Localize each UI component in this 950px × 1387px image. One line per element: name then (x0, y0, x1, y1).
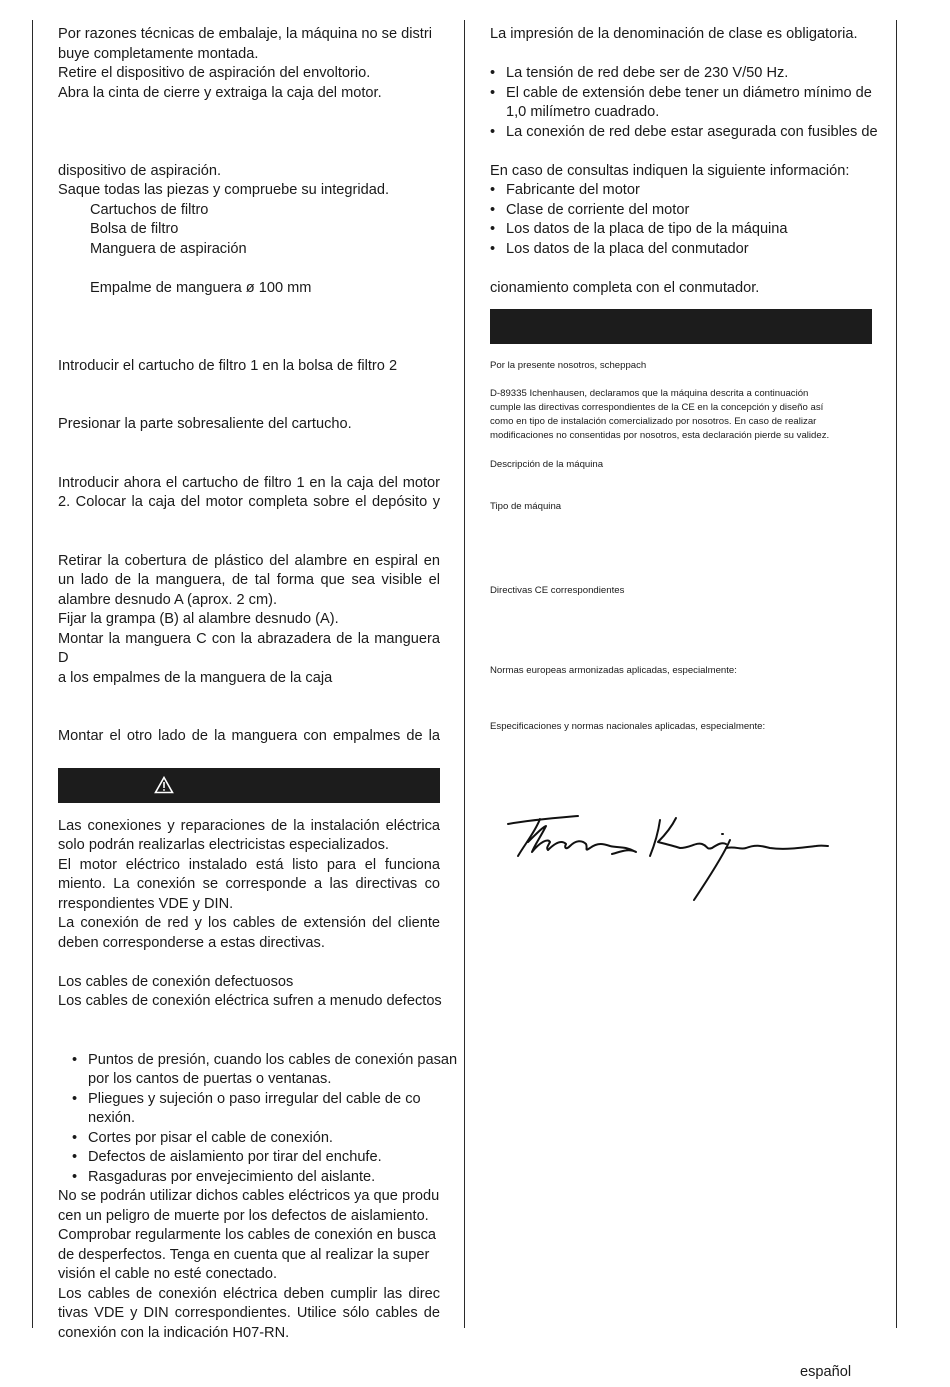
center-rule (464, 20, 465, 1328)
right-column (490, 25, 878, 734)
text-line: La conexión de red y los cables de extensión del cliente (58, 915, 440, 931)
left-column (58, 25, 458, 1343)
assembly-step-2: Presionar la parte sobresaliente del cartucho. (58, 416, 352, 432)
assembly-step-4: Fijar la grampa (B) al alambre desnudo (A). (58, 611, 339, 627)
text-line: rrespondientes VDE y DIN. (58, 895, 234, 912)
left-margin-rule (32, 20, 33, 1328)
text-line: Los cables de conexión defectuosos (58, 973, 294, 990)
text-line: deben corresponderse a estas directivas. (58, 934, 325, 951)
part-item: Empalme de manguera ø 100 mm (90, 279, 312, 296)
text-line: cionamiento completa con el conmutador. (490, 279, 760, 296)
text-line: Los cables de conexión eléctrica sufren a menudo defectos (58, 993, 442, 1009)
footer-language-label: español (800, 1364, 852, 1380)
declaration-header-bar (490, 309, 872, 344)
assembly-step-4: a los empalmes de la manguera de la caja (58, 669, 333, 686)
warning-icon (154, 776, 174, 794)
text-line: La impresión de la denominación de clase es obligatoria. (490, 26, 858, 42)
declaration-body-line: cumple las directivas correspondientes de la CE en la concepción y diseño así (490, 402, 824, 413)
text-line: No se podrán utilizar dichos cables eléctricos ya que produ (58, 1188, 440, 1204)
text-line: cen un peligro de muerte por los defectos de aislamiento. (58, 1207, 429, 1224)
text-line: Retire el dispositivo de aspiración del envoltorio. (58, 65, 371, 81)
text-line: buye completamente montada. (58, 45, 259, 62)
text-line: tivas VDE y DIN correspondientes. Utilice sólo cables de (58, 1305, 440, 1321)
text-line: conexión con la indicación H07-RN. (58, 1324, 290, 1341)
national-specs-label: Especificaciones y normas nacionales aplicadas, especialmente: (490, 721, 766, 732)
info-bullet: • Los datos de la placa de tipo de la máquina (490, 220, 872, 240)
declaration-body-line: D-89335 Ichenhausen, declaramos que la máquina descrita a continuación (490, 388, 809, 399)
text-line: de desperfectos. Tenga en cuenta que al realizar la super (58, 1246, 430, 1263)
text-line: Los cables de conexión eléctrica deben cumplir las direc (58, 1285, 440, 1302)
machine-description-label: Descripción de la máquina (490, 459, 604, 470)
defect-bullet: • Rasgaduras por envejecimiento del aislante. (72, 1168, 440, 1188)
declaration-of-conformity (490, 359, 872, 734)
info-bullet: • Fabricante del motor (490, 181, 872, 201)
info-bullet: • Los datos de la placa del conmutador (490, 240, 872, 260)
defect-bullet: • Defectos de aislamiento por tirar del enchufe. (72, 1148, 440, 1168)
defect-bullet: • Cortes por pisar el cable de conexión. (72, 1129, 440, 1149)
text-line: dispositivo de aspiración. (58, 162, 222, 179)
assembly-step-4: Retirar la cobertura de plástico del alambre en espiral en (58, 552, 440, 569)
info-bullet: • Clase de corriente del motor (490, 201, 872, 221)
declaration-body-line: modificaciones no consentidas por nosotros, esta declaración pierde su validez. (490, 430, 830, 441)
text-line: Abra la cinta de cierre y extraiga la caja del motor. (58, 84, 382, 101)
machine-type-label: Tipo de máquina (490, 501, 562, 512)
requirement-bullet: • El cable de extensión debe tener un diámetro mínimo de 1,0 milímetro cuadrado. (490, 84, 872, 123)
electrical-section-header-bar (58, 768, 440, 803)
text-line: En caso de consultas indiquen la siguiente información: (490, 162, 850, 179)
text-line: Por razones técnicas de embalaje, la máquina no se distri (58, 26, 432, 42)
declaration-intro: Por la presente nosotros, scheppach (490, 360, 647, 371)
text-line: solo podrán realizarlas electricistas especializados. (58, 837, 389, 853)
assembly-step-4: un lado de la manguera, de tal forma que sea visible el (58, 572, 440, 588)
assembly-step-5: Montar el otro lado de la manguera con empalmes de la (58, 728, 440, 744)
part-item: Bolsa de filtro (90, 221, 179, 237)
defect-bullet: • Puntos de presión, cuando los cables de conexión pasan por los cantos de puertas o ventanas. (72, 1051, 440, 1090)
assembly-step-4: Montar la manguera C con la abrazadera de la manguera D (58, 630, 440, 666)
text-line: miento. La conexión se corresponde a las directivas co (58, 876, 440, 892)
text-line: Saque todas las piezas y compruebe su integridad. (58, 182, 389, 198)
ce-directives-label: Directivas CE correspondientes (490, 585, 625, 596)
requirement-bullet: • La tensión de red debe ser de 230 V/50 Hz. (490, 64, 872, 84)
assembly-step-3: 2. Colocar la caja del motor completa sobre el depósito y (58, 494, 440, 510)
declaration-body-line: como en tipo de instalación comercializado por nosotros. En caso de realizar (490, 416, 817, 427)
signature-image (500, 812, 835, 907)
text-line: Las conexiones y reparaciones de la instalación eléctrica (58, 817, 440, 834)
right-margin-rule (896, 20, 897, 1328)
part-item: Cartuchos de filtro (90, 201, 209, 218)
text-line: Comprobar regularmente los cables de conexión en busca (58, 1227, 437, 1243)
defect-bullet: • Pliegues y sujeción o paso irregular del cable de co nexión. (72, 1090, 440, 1129)
eu-norms-label: Normas europeas armonizadas aplicadas, especialmente: (490, 665, 737, 676)
assembly-step-3: Introducir ahora el cartucho de filtro 1 en la caja del motor (58, 474, 440, 491)
requirement-bullet: • La conexión de red debe estar asegurada con fusibles de (490, 123, 872, 143)
assembly-step-4: alambre desnudo A (aprox. 2 cm). (58, 591, 278, 608)
text-line: El motor eléctrico instalado está listo para el funciona (58, 856, 440, 873)
text-line: visión el cable no esté conectado. (58, 1266, 278, 1282)
assembly-step-1: Introducir el cartucho de filtro 1 en la bolsa de filtro 2 (58, 357, 398, 374)
part-item: Manguera de aspiración (90, 240, 247, 257)
